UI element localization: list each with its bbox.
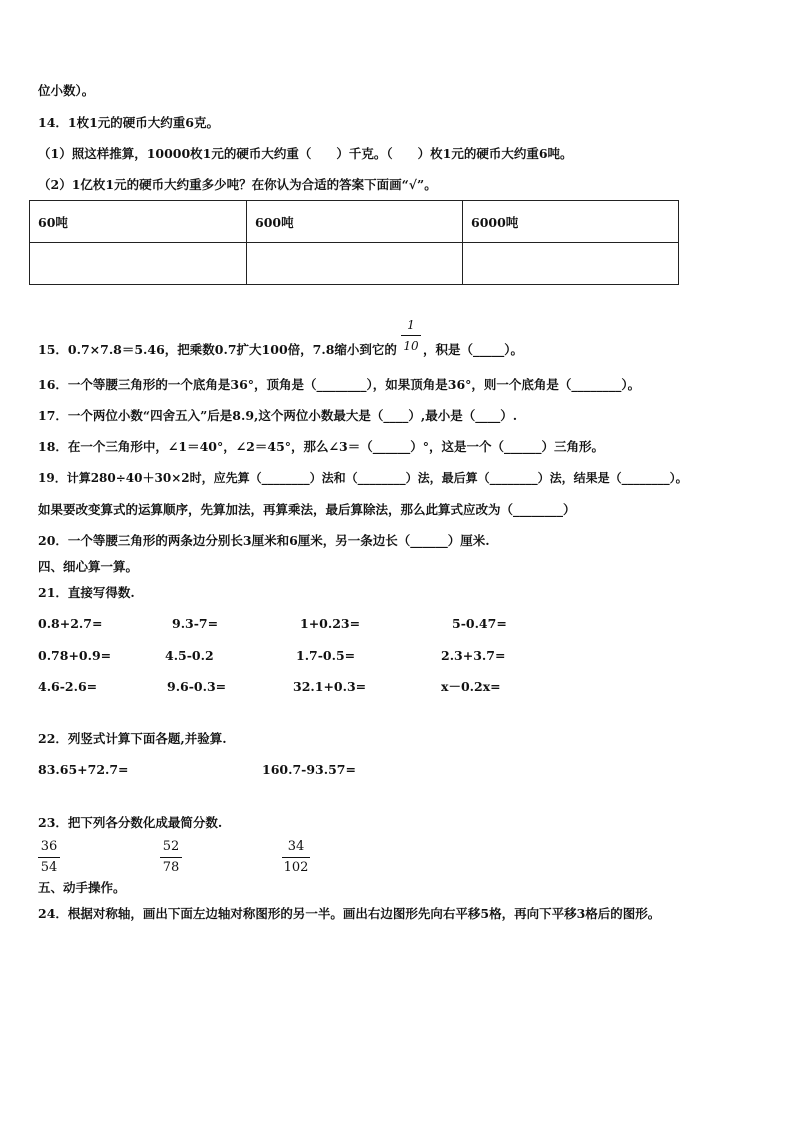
vertical-calc-item: 160.7-93.57= [262,762,356,777]
continued-text: 位小数）。 [38,83,95,98]
question-22: 22．列竖式计算下面各题,并验算. [38,731,227,746]
table-header-60: 60吨 [30,201,247,243]
question-14-part-1: （1）照这样推算，10000枚1元的硬币大约重（ ）千克。（ ）枚1元的硬币大约重6吨。 [38,146,573,161]
calc-item: 9.3-7= [172,616,219,631]
calc-item: 4.6-2.6= [38,679,98,694]
question-17: 17．一个两位小数“四舍五入”后是8.9,这个两位小数最大是（____）,最小是（____）. [38,408,518,423]
question-14: 14．1枚1元的硬币大约重6克。 [38,115,219,130]
fraction-denominator: 102 [283,860,309,875]
calc-item: 0.8+2.7= [38,616,103,631]
fraction-52-78 [160,839,182,876]
calc-item: 1+0.23= [300,616,361,631]
vertical-calc-item: 83.65+72.7= [38,762,129,777]
answer-cell[interactable] [247,243,463,285]
fraction-denominator: 78 [162,860,180,875]
table-header-600: 600吨 [247,201,463,243]
fraction-denominator: 10 [403,339,419,353]
fraction-one-tenth [401,317,421,354]
question-19-followup: 如果要改变算式的运算顺序，先算加法，再算乘法，最后算除法，那么此算式应改为（________） [38,502,576,517]
question-18: 18．在一个三角形中，∠1＝40°，∠2＝45°，那么∠3＝（______）°，这是一个（______）三角形。 [38,439,604,454]
section-4-heading: 四、细心算一算。 [38,559,139,574]
question-15-start: 15．0.7×7.8＝5.46，把乘数0.7扩大100倍，7.8缩小到它的 [38,342,397,357]
calc-item: 0.78+0.9= [38,648,112,663]
fraction-numerator: 36 [38,839,60,858]
question-14-part-2: （2）1亿枚1元的硬币大约重多少吨？在你认为合适的答案下面画“√”。 [38,177,437,192]
question-15-end: ，积是（_____）。 [423,342,524,357]
question-16: 16．一个等腰三角形的一个底角是36°，顶角是（________），如果顶角是36°，则一个底角是（________）。 [38,377,641,392]
calc-item: 2.3+3.7= [441,648,506,663]
section-5-heading: 五、动手操作。 [38,880,126,895]
fraction-numerator: 1 [401,317,421,336]
calc-item: 32.1+0.3= [293,679,367,694]
question-19: 19．计算280÷40＋30×2时，应先算（________）法和（________）法，最后算（________）法，结果是（________）。 [38,471,688,485]
answer-cell[interactable] [30,243,247,285]
fraction-numerator: 52 [160,839,182,858]
question-21: 21．直接写得数. [38,585,135,600]
table-header-6000: 6000吨 [463,201,679,243]
question-24: 24．根据对称轴，画出下面左边轴对称图形的另一半。画出右边图形先向右平移5格，再向下平移3格后的图形。 [38,906,661,921]
calc-item: 5-0.47= [452,616,507,631]
calc-item: 9.6-0.3= [167,679,227,694]
fraction-34-102 [282,839,310,876]
question-20: 20．一个等腰三角形的两条边分别长3厘米和6厘米，另一条边长（______）厘米. [38,533,490,548]
calc-item: 1.7-0.5= [296,648,356,663]
answer-cell[interactable] [463,243,679,285]
question-23: 23．把下列各分数化成最简分数. [38,815,223,830]
calc-item: x－0.2x= [441,679,501,694]
fraction-denominator: 54 [40,860,58,875]
answer-table [29,200,679,285]
calc-item: 4.5-0.2 [165,648,214,663]
fraction-36-54 [38,839,60,876]
fraction-numerator: 34 [282,839,310,858]
